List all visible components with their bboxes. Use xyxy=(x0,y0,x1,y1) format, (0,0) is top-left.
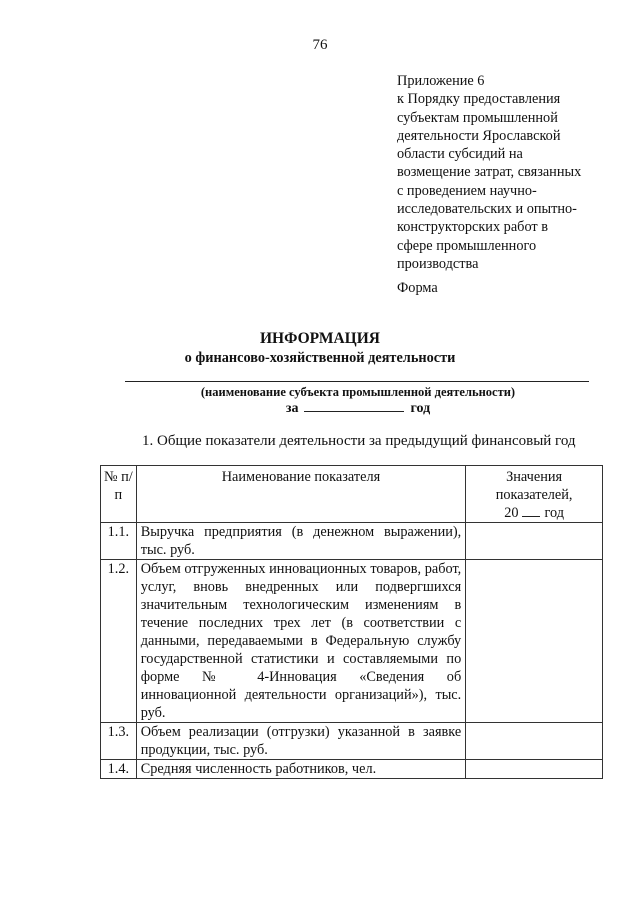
row-indicator-name: Выручка предприятия (в денежном выражении), тыс. руб. xyxy=(136,523,466,560)
row-indicator-name: Объем отгруженных инновационных товаров, работ, услуг, вновь внедренных или подвергшихся значительным технологическим изменениям в течение последних трех лет (в соответствии с данными, передаваемыми в Федеральную службу государственной статистики и составляемыми по форме № 4-Инновация «Сведения об инновационной деятельности организаций»), тыс. руб. xyxy=(136,560,466,723)
row-number: 1.2. xyxy=(101,560,137,723)
document-title: ИНФОРМАЦИЯ xyxy=(260,330,380,347)
col-name-header: Наименование показателя xyxy=(136,466,466,523)
appendix-line: деятельности Ярославской xyxy=(397,127,561,144)
form-label: Форма xyxy=(397,280,438,296)
row-number: 1.3. xyxy=(101,723,137,760)
appendix-line: Приложение 6 xyxy=(397,73,485,89)
appendix-line: возмещение затрат, связанных xyxy=(397,164,582,181)
indicators-table xyxy=(100,465,603,779)
row-value-cell[interactable] xyxy=(466,560,603,723)
table-row xyxy=(101,723,603,760)
organization-name-line[interactable] xyxy=(125,381,589,382)
appendix-line: с проведением научно- xyxy=(397,182,537,199)
appendix-line: области субсидий на xyxy=(397,146,523,163)
appendix-line: исследовательских и опытно- xyxy=(397,201,577,218)
appendix-line: конструкторских работ в xyxy=(397,219,548,236)
col-number-header: № п/п xyxy=(101,466,137,523)
col-values-header xyxy=(466,466,603,523)
page-number: 76 xyxy=(312,37,328,53)
year-prefix: за xyxy=(285,401,299,416)
row-indicator-name: Средняя численность работников, чел. xyxy=(136,760,466,779)
col-values-header-line2: показателей, xyxy=(495,487,573,503)
col-values-year-blank[interactable] xyxy=(522,506,540,517)
row-value-cell[interactable] xyxy=(466,723,603,760)
document-subtitle: о финансово-хозяйственной деятельности xyxy=(184,350,456,366)
appendix-line: к Порядку предоставления xyxy=(397,91,561,108)
row-value-cell[interactable] xyxy=(466,523,603,560)
year-suffix: год xyxy=(410,401,431,416)
row-indicator-name: Объем реализации (отгрузки) указанной в заявке продукции, тыс. руб. xyxy=(136,723,466,760)
row-number: 1.1. xyxy=(101,523,137,560)
appendix-line: производства xyxy=(397,255,479,272)
table-header-row xyxy=(101,466,603,523)
appendix-block xyxy=(397,72,607,273)
col-values-header-line1: Значения xyxy=(506,469,563,485)
col-values-header-suffix: год xyxy=(544,505,565,521)
section-heading: 1. Общие показатели деятельности за предыдущий финансовый год xyxy=(142,433,576,449)
table-row xyxy=(101,560,603,723)
year-blank-field[interactable] xyxy=(304,399,404,412)
table-row xyxy=(101,760,603,779)
col-values-header-prefix: 20 xyxy=(504,505,519,521)
organization-name-caption: (наименование субъекта промышленной деятельности) xyxy=(200,385,516,399)
table-row xyxy=(101,523,603,560)
appendix-line: субъектам промышленной xyxy=(397,109,558,126)
appendix-line: сфере промышленного xyxy=(397,237,537,254)
row-number: 1.4. xyxy=(101,760,137,779)
row-value-cell[interactable] xyxy=(466,760,603,779)
year-line xyxy=(0,399,640,417)
